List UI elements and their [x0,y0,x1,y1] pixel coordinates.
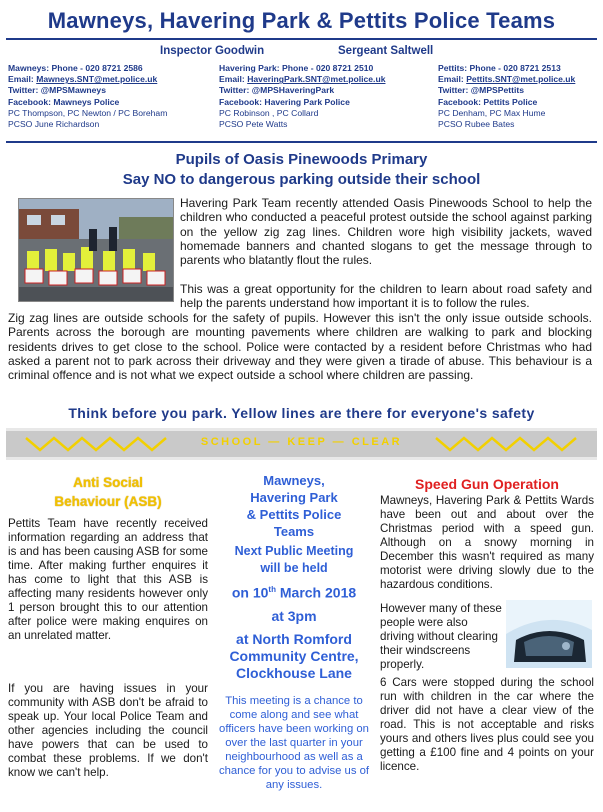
asb-title-line-1: Anti Social [73,475,143,490]
meeting-venue-line-1: at North Romford [236,630,352,647]
article-paragraph-2-intro: This was a great opportunity for the children to learn about road safety and help the parents understand how important it is to follow the rules. [180,282,592,311]
meeting-team-line-1: Mawneys, [263,473,325,488]
havering-park-twitter[interactable]: Twitter: @MPSHaveringPark [219,85,335,96]
meeting-team-line-4: Teams [273,524,315,539]
asb-title-line-2: Behaviour (ASB) [54,494,162,509]
contacts-divider [6,141,597,143]
inspector-name: Inspector Goodwin [160,45,265,57]
mawneys-pcs: PC Thompson, PC Newton / PC Boreham [8,107,168,118]
article-paragraph-2: Zig zag lines are outside schools for the safety of pupils. However this isn't the only issue outside schools. Parents across the borough are mounting pavements where children are walking to park and blocking residents drives to get close to the school. Police were contacted by a resident before Christmas who had asked a parent not to park across their driveway and they were given a tirade of abuse. This behaviour is a criminal offence and is not what we expect outside a school where children are passing. [8,311,592,383]
meeting-date: on 10th March 2018 [231,584,357,601]
road-marking-text: SCHOOL — KEEP — CLEAR [200,436,403,448]
meeting-time: at 3pm [271,607,317,624]
parking-slogan: Think before you park. Yellow lines are there for everyone's safety [68,405,535,421]
article-headline: Pupils of Oasis Pinewoods Primary [175,151,428,168]
meeting-team-line-2: Havering Park [250,490,338,505]
speed-gun-title: Speed Gun Operation [415,476,559,492]
road-marking-banner [6,428,597,460]
article-subheadline: Say NO to dangerous parking outside their school [122,171,481,188]
mawneys-email-link[interactable]: Mawneys.SNT@met.police.uk [36,74,158,85]
article-paragraph-1: Havering Park Team recently attended Oasis Pinewoods School to help the children who conducted a peaceful protest outside the school against parking on the yellow zig zag lines. Children wore high visibility jackets, waved homemade banners and chanted slogans to get the message through to parents who blatantly flout the rules. [180,196,592,268]
havering-park-pcso: PCSO Pete Watts [219,119,288,130]
speed-gun-paragraph-2: 6 Cars were stopped during the school run with children in the car where the driver did not have a clear view of the road. This is not acceptable and risks yours and others lives plus could see you getting a £100 fine and 4 points on your licence. [380,676,594,773]
mawneys-phone: Mawneys: Phone - 020 8721 2586 [8,63,143,73]
frosted-windscreen-photo [506,600,592,668]
havering-park-facebook[interactable]: Facebook: Havering Park Police [219,96,350,107]
email-label: Email: [219,74,248,85]
pettits-contacts [438,63,598,130]
havering-park-phone: Havering Park: Phone - 020 8721 2510 [219,63,374,73]
pettits-phone: Pettits: Phone - 020 8721 2513 [438,63,561,73]
havering-park-pcs: PC Robinson , PC Collard [219,107,319,118]
mawneys-contacts [8,63,198,130]
mawneys-twitter[interactable]: Twitter: @MPSMawneys [8,85,106,96]
pettits-facebook[interactable]: Facebook: Pettits Police [438,96,538,107]
speed-gun-paragraph-2-intro: However many of these people were also driving without clearing their windscreens properly. [380,602,502,671]
asb-paragraph-1: Pettits Team have recently received information regarding an address that is and has been causing ASB for some time. After making further enquires it has come to light that this ASB is affecting many residents however only 1 person brought this to our attention after police were making enquires on an unrelated matter. [8,517,208,642]
sergeant-name: Sergeant Saltwell [338,45,434,57]
meeting-venue-line-3: Clockhouse Lane [236,664,352,681]
pettits-pcs: PC Denham, PC Max Hume [438,107,546,118]
mawneys-pcso: PCSO June Richardson [8,119,100,130]
meeting-venue-line-2: Community Centre, [229,647,359,664]
mawneys-facebook[interactable]: Facebook: Mawneys Police [8,96,120,107]
pettits-twitter[interactable]: Twitter: @MPSPettits [438,85,525,96]
asb-paragraph-2: If you are having issues in your community with ASB don't be afraid to speak up. Your local Police Team and other agencies including the council have powers that can be used to combat these problems. If we don't know we can't help. [8,682,208,779]
newsletter-title: Mawneys, Havering Park & Pettits Police Teams [47,8,556,33]
meeting-will-be-held: will be held [260,561,328,575]
meeting-note: This meeting is a chance to come along and see what officers have been working on over the last quarter in your neighbourhood as well as a chance for you to advise us of any issues. [218,695,370,791]
havering-park-email-link[interactable]: HaveringPark.SNT@met.police.uk [247,74,386,85]
header-divider [6,38,597,40]
email-label: Email: [8,74,37,85]
meeting-team-line-3: & Pettits Police [246,507,342,522]
speed-gun-paragraph-1: Mawneys, Havering Park & Pettits Wards have been out and about over the Christmas period with a speed gun. Although on a snowy morning in December this wasn't required as many motorist were driving slowly due to the hazardous conditions. [380,494,594,591]
meeting-heading: Next Public Meeting [234,544,354,558]
pettits-pcso: PCSO Rubee Bates [438,119,515,130]
pettits-email-link[interactable]: Pettits.SNT@met.police.uk [466,74,576,85]
email-label: Email: [438,74,467,85]
school-protest-photo [18,198,174,302]
meeting-box [214,472,374,682]
havering-park-contacts [219,63,409,130]
